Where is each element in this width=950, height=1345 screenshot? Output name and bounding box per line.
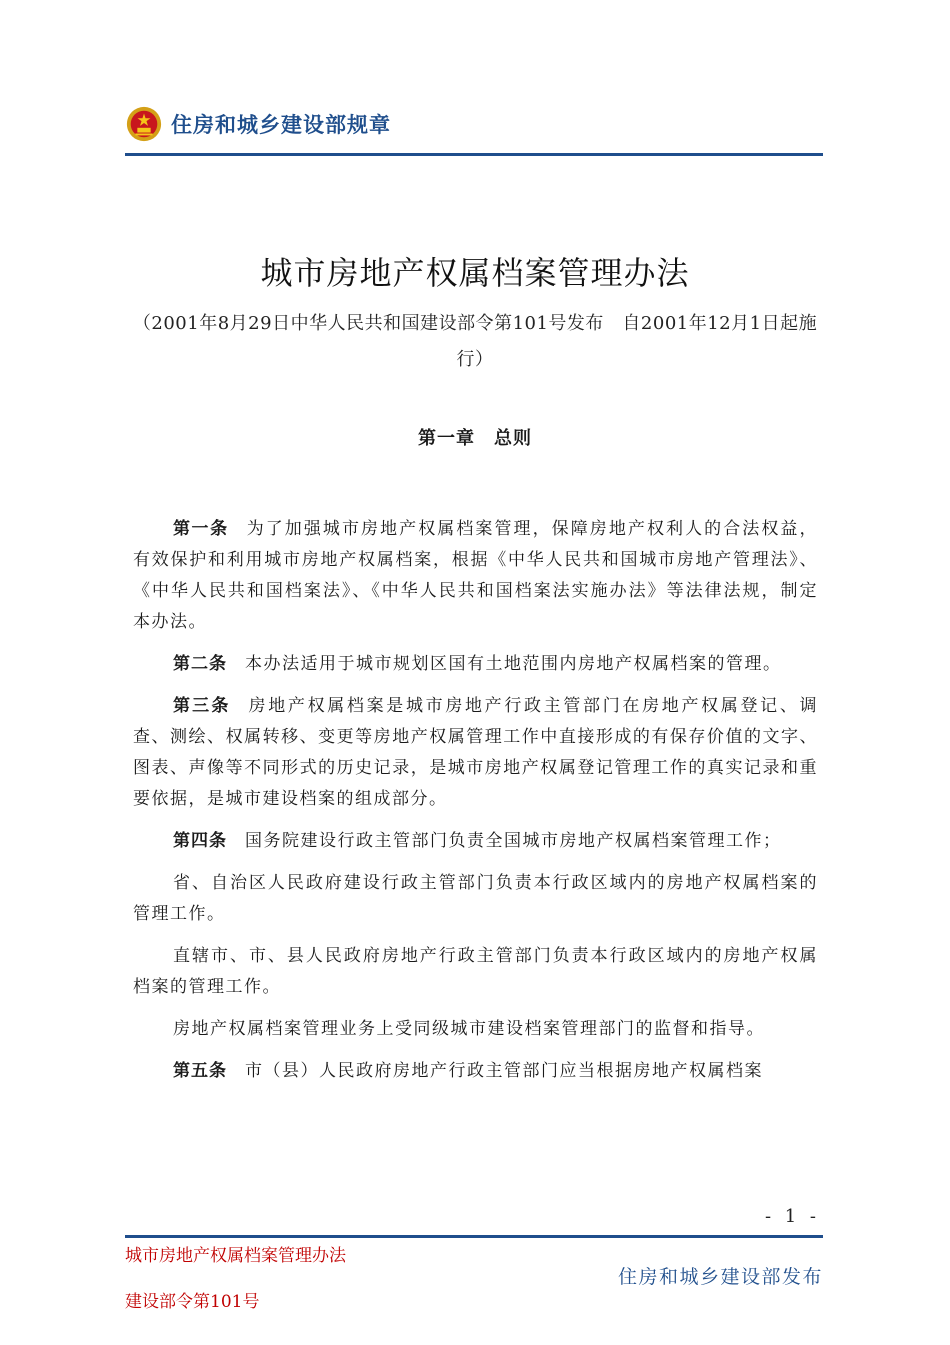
header-rule bbox=[125, 153, 823, 156]
footer-doc-info bbox=[125, 1244, 346, 1314]
footer-doc-name: 城市房地产权属档案管理办法 bbox=[125, 1246, 346, 1266]
footer-publisher: 住房和城乡建设部发布 bbox=[617, 1266, 823, 1288]
article-number: 第三条 bbox=[173, 696, 231, 716]
paragraph-text: 省、自治区人民政府建设行政主管部门负责本行政区域内的房地产权属档案的管理工作。 bbox=[133, 873, 818, 924]
document-subtitle: （2001年8月29日中华人民共和国建设部令第101号发布 自2001年12月1日起施行） bbox=[132, 313, 818, 370]
article-paragraph bbox=[133, 649, 818, 680]
article-text: 市（县）人民政府房地产行政主管部门应当根据房地产权属档案 bbox=[245, 1061, 763, 1081]
body-paragraph bbox=[133, 941, 818, 1003]
article-number: 第四条 bbox=[173, 831, 227, 851]
article-text: 房地产权属档案是城市房地产行政主管部门在房地产权属登记、调查、测绘、权属转移、变更等房地产权属管理工作中直接形成的有保存价值的文字、图表、声像等不同形式的历史记录，是城市房地产权属登记管理工作的真实记录和重要依据，是城市建设档案的组成部分。 bbox=[133, 696, 819, 809]
page-number: - 1 - bbox=[764, 1206, 820, 1227]
article-paragraph bbox=[133, 691, 818, 815]
document-title: 城市房地产权属档案管理办法 bbox=[260, 254, 690, 292]
paragraph-text: 房地产权属档案管理业务上受同级城市建设档案管理部门的监督和指导。 bbox=[173, 1019, 765, 1039]
page-header bbox=[125, 104, 823, 144]
article-number: 第五条 bbox=[173, 1061, 227, 1081]
article-paragraph bbox=[133, 1056, 818, 1087]
article-text: 国务院建设行政主管部门负责全国城市房地产权属档案管理工作； bbox=[245, 831, 782, 851]
article-paragraph bbox=[133, 826, 818, 857]
footer-rule bbox=[125, 1235, 823, 1238]
body-paragraph bbox=[133, 868, 818, 930]
paragraph-text: 直辖市、市、县人民政府房地产行政主管部门负责本行政区域内的房地产权属档案的管理工作。 bbox=[133, 946, 818, 997]
document-body bbox=[133, 514, 818, 1098]
footer-order-number: 建设部令第101号 bbox=[125, 1292, 260, 1312]
body-paragraph bbox=[133, 1014, 818, 1045]
article-number: 第二条 bbox=[173, 654, 227, 674]
article-paragraph bbox=[133, 514, 818, 638]
article-number: 第一条 bbox=[173, 519, 229, 539]
article-text: 为了加强城市房地产权属档案管理，保障房地产权利人的合法权益，有效保护和利用城市房地产权属档案，根据《中华人民共和国城市房地产管理法》、《中华人民共和国档案法》、《中华人民共和国档案法实施办法》等法律法规，制定本办法。 bbox=[133, 519, 818, 632]
national-emblem-icon bbox=[125, 105, 163, 143]
header-title: 住房和城乡建设部规章 bbox=[171, 113, 391, 137]
chapter-heading: 第一章 总则 bbox=[418, 428, 532, 449]
article-text: 本办法适用于城市规划区国有土地范围内房地产权属档案的管理。 bbox=[245, 654, 782, 674]
